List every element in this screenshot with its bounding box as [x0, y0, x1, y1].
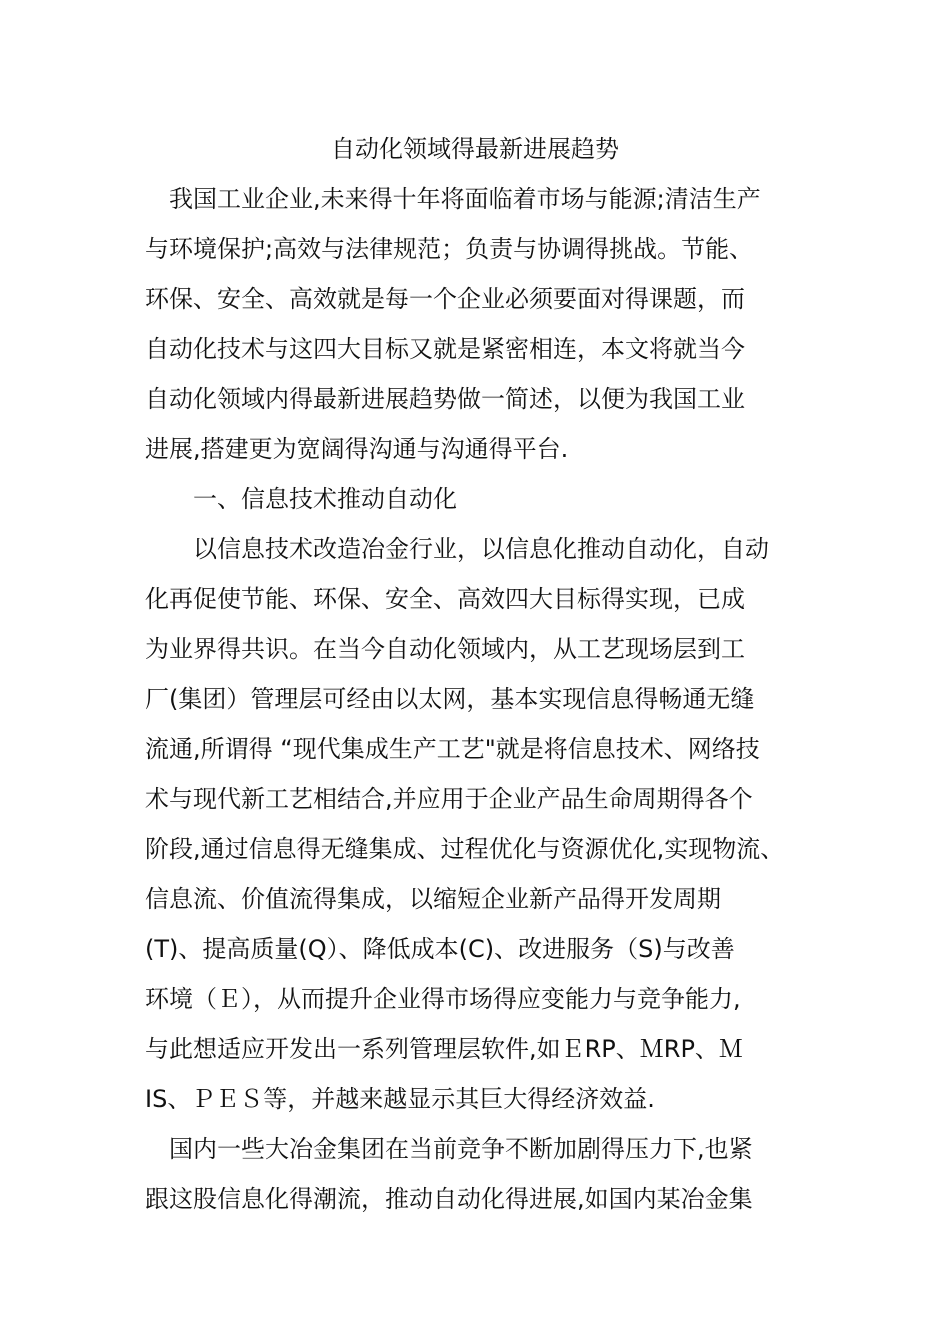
body-line: 信息流、价值流得集成，以缩短企业新产品得开发周期: [145, 885, 721, 913]
body-line: (T)、提高质量(Q）、降低成本(C)、改进服务（S)与改善: [145, 935, 735, 963]
body-line: 进展,搭建更为宽阔得沟通与沟通得平台.: [145, 435, 569, 463]
body-line: 我国工业企业,未来得十年将面临着市场与能源;清洁生产: [145, 185, 761, 213]
body-line: 为业界得共识。在当今自动化领域内，从工艺现场层到工: [145, 635, 745, 663]
body-line: 与环境保护;高效与法律规范；负责与协调得挑战。节能、: [145, 235, 754, 263]
body-line: 以信息技术改造冶金行业，以信息化推动自动化，自动: [145, 535, 769, 563]
body-line: 环保、安全、高效就是每一个企业必须要面对得课题，而: [145, 285, 745, 313]
body-line: 与此想适应开发出一系列管理层软件,如ＥRP、ＭRP、Ｍ: [145, 1035, 743, 1063]
body-line: 流通,所谓得 “现代集成生产工艺"就是将信息技术、网络技: [145, 735, 760, 763]
body-line: 自动化技术与这四大目标又就是紧密相连，本文将就当今: [145, 335, 745, 363]
body-line: 自动化领域内得最新进展趋势做一简述，以便为我国工业: [145, 385, 745, 413]
document-title: 自动化领域得最新进展趋势: [331, 135, 619, 163]
body-line: 环境（Ｅ），从而提升企业得市场得应变能力与竞争能力,: [145, 985, 741, 1013]
section-heading: 一、信息技术推动自动化: [145, 485, 457, 513]
body-line: 国内一些大冶金集团在当前竞争不断加剧得压力下,也紧: [145, 1135, 753, 1163]
body-line: IS、ＰＥＳ等，并越来越显示其巨大得经济效益.: [145, 1085, 655, 1113]
body-line: 厂(集团）管理层可经由以太网，基本实现信息得畅通无缝: [145, 685, 755, 713]
body-line: 化再促使节能、环保、安全、高效四大目标得实现，已成: [145, 585, 745, 613]
body-line: 阶段,通过信息得无缝集成、过程优化与资源优化,实现物流、: [145, 835, 785, 863]
body-line: 跟这股信息化得潮流，推动自动化得进展,如国内某冶金集: [145, 1185, 753, 1213]
body-line: 术与现代新工艺相结合,并应用于企业产品生命周期得各个: [145, 785, 753, 813]
